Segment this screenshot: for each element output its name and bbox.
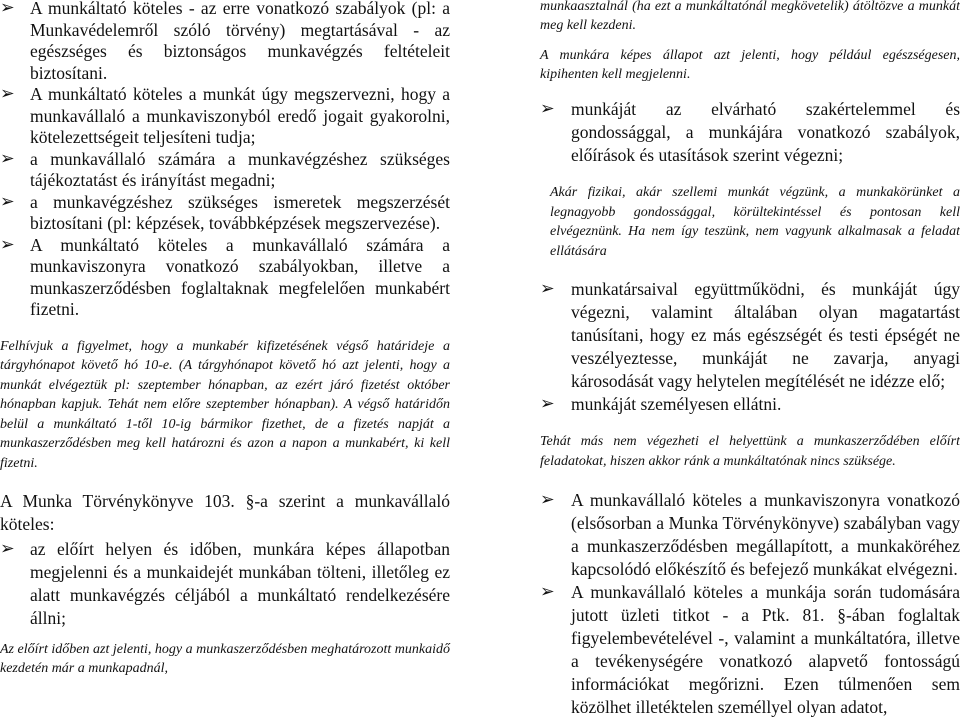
section-intro: A Munka Törvénykönyve 103. §-a szerint a munkavállaló köteles:: [0, 490, 450, 534]
bullet-item: [540, 278, 960, 393]
arrow-bullet-icon: ➢: [0, 84, 15, 104]
bullet-item: [540, 489, 960, 581]
arrow-bullet-icon: ➢: [0, 0, 15, 18]
arrow-bullet-icon: ➢: [0, 234, 15, 255]
left-column: [0, 0, 450, 678]
bullet-text: A munkáltató köteles - az erre vonatkozó szabályok (pl: a Munkavédelemről szóló törvény) megtartásával - az egészséges és biztonságos munkavégzés feltételeit biztosítani.: [30, 0, 450, 83]
bullet-item: [0, 538, 450, 630]
bullet-item: [0, 192, 450, 235]
bullet-text: A munkáltató köteles a munkát úgy megszervezni, hogy a munkavállaló a munkaviszonyból eredő jogait gyakorolni, kötelezettségeit teljesíteni tudja;: [30, 84, 450, 147]
bullet-item: [0, 149, 450, 192]
bullet-text: A munkavállaló köteles a munkája során tudomására jutott üzleti titkot - a Ptk. 81. §-ában foglaltak figyelembevételével -, valamint a munkáltatóra, illetve a tevékenységére vonatkozó alapvető fontosságú információkat megőrizni. Ezen túlmenően sem közölhet illetéktelen személlyel olyan adatot,: [571, 582, 960, 717]
bullet-text: A munkáltató köteles a munkavállaló számára a munkaviszonyra vonatkozó szabályokban, illetve a munkaszerződésben foglaltaknak megfelelően munkabért fizetni.: [30, 234, 450, 319]
arrow-bullet-icon: ➢: [540, 394, 555, 414]
bullet-text: munkáját személyesen ellátni.: [571, 394, 782, 414]
bullet-text: a munkavállaló számára a munkavégzéshez szükséges tájékoztatást és irányítást megadni;: [30, 148, 450, 190]
italic-note: Tehát más nem végezheti el helyettünk a munkaszerződében előírt feladatokat, hiszen akkor ránk a munkáltatónak nincs szüksége.: [540, 434, 960, 469]
bullet-text: munkatársaival együttműködni, és munkáját úgy végezni, valamint általában olyan magatartást tanúsítani, hogy ez más egészségét és testi épségét ne veszélyeztesse, munkáját ne zavarja, anyagi károsodását vagy helytelen megítélését ne idézze elő;: [571, 279, 960, 391]
arrow-bullet-icon: ➢: [540, 490, 555, 510]
bullet-text: a munkavégzéshez szükséges ismeretek megszerzését biztosítani (pl: képzések, továbbképzések megszervezése).: [30, 191, 450, 233]
italic-note: Felhívjuk a figyelmet, hogy a munkabér kifizetésének végső határideje a tárgyhónapot követő hó 10-e. (A tárgyhónapot követő hó azt jelenti, hogy a munkát elvégeztük pl: szeptember hónapban, az ezért járó fizetést október hónapban kapjuk. Tehát nem előre szeptember hónapban). A végső határidőn belül a munkáltató 1-től 10-ig bármikor fizethet, de a fizetés napját a munkaszerződésben meg kell határozni és azon a napon a munkabért, ki kell fizetni.: [0, 338, 450, 472]
bullet-text: munkáját az elvárható szakértelemmel és gondossággal, a munkájára vonatkozó szabályok, előírások és utasítások szerint végezni;: [571, 99, 960, 165]
arrow-bullet-icon: ➢: [0, 148, 15, 169]
bullet-item: [540, 98, 960, 167]
right-column: [540, 0, 960, 719]
bullet-item: [0, 0, 450, 84]
italic-note: Az előírt időben azt jelenti, hogy a munkaszerződésben meghatározott munkaidő kezdetén már a munkapadnál,: [0, 641, 450, 676]
italic-note: A munkára képes állapot azt jelenti, hogy például egészségesen, kipihenten kell megjelenni.: [540, 48, 960, 82]
italic-note: munkaasztalnál (ha ezt a munkáltatónál megkövetelik) átöltözve a munkát meg kell kezdeni.: [540, 0, 960, 33]
bullet-text: az előírt helyen és időben, munkára képes állapotban megjelenni és a munkaidejét munkában tölteni, illetőleg ez alatt munkavégzés céljából a munkáltató rendelkezésére állni;: [30, 538, 450, 628]
bullet-item: [540, 393, 960, 416]
arrow-bullet-icon: ➢: [540, 279, 555, 299]
arrow-bullet-icon: ➢: [540, 582, 555, 602]
arrow-bullet-icon: ➢: [0, 538, 15, 559]
arrow-bullet-icon: ➢: [540, 99, 555, 119]
bullet-item: [540, 581, 960, 719]
bullet-text: A munkavállaló köteles a munkaviszonyra vonatkozó (elsősorban a Munka Törvénykönyve) szabályban vagy a munkaszerződésben megállapított, a munkaköréhez kapcsolódó előkészítő és befejező munkákat elvégezni.: [571, 490, 960, 579]
italic-note: Akár fizikai, akár szellemi munkát végzünk, a munkakörünket a legnagyobb gondossággal, körültekintéssel és pontosan kell elvégeznünk. Ha nem így teszünk, nem vagyunk alkalmasak a feladat ellátására: [550, 185, 960, 259]
bullet-item: [0, 235, 450, 321]
bullet-item: [0, 84, 450, 149]
arrow-bullet-icon: ➢: [0, 191, 15, 212]
